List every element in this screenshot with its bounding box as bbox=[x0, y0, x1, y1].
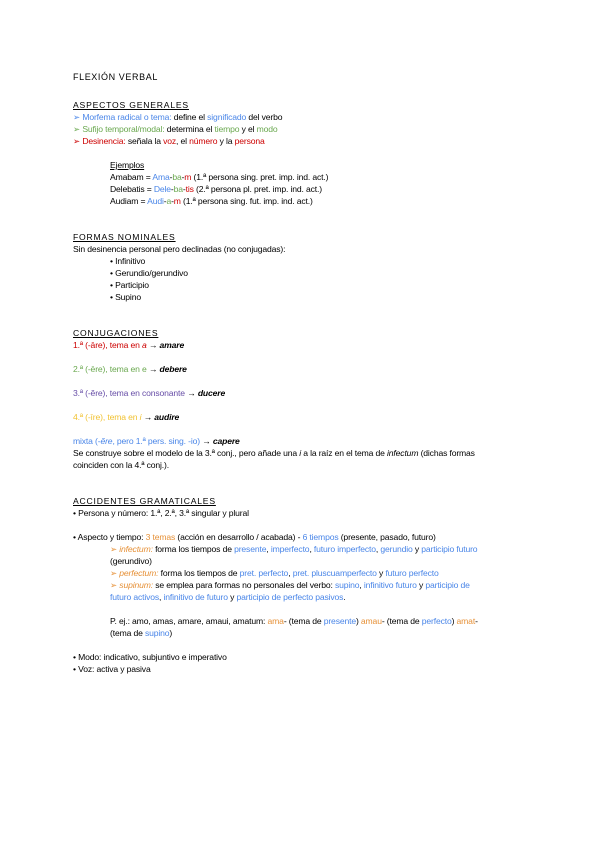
label: 4.ª (-īre), tema en bbox=[73, 412, 140, 422]
text: - bbox=[182, 184, 186, 194]
text: y bbox=[416, 580, 426, 590]
example: ducere bbox=[197, 388, 226, 398]
part: Dele bbox=[153, 184, 171, 194]
label: 1.ª (-āre), tema en bbox=[73, 340, 142, 350]
accidente-modo: • Modo: indicativo, subjuntivo e imperativo bbox=[73, 652, 227, 662]
text: forma los tiempos de bbox=[158, 568, 240, 578]
text: - bbox=[475, 616, 478, 626]
part: Ama bbox=[152, 172, 170, 182]
text: Se construye sobre el modelo de la 3.ª conj., pero añade una bbox=[73, 448, 300, 458]
arrow-bullet-icon: ➢ bbox=[73, 112, 81, 122]
ejemplo-amo-cont bbox=[110, 628, 172, 639]
text: y bbox=[376, 568, 386, 578]
text: , bbox=[309, 544, 314, 554]
text: determina el bbox=[164, 124, 215, 134]
text: ) bbox=[169, 628, 173, 638]
term: presente bbox=[323, 616, 356, 626]
term: presente bbox=[234, 544, 267, 554]
term: imperfecto bbox=[270, 544, 310, 554]
ejemplo-audiam bbox=[110, 196, 313, 207]
text: (1.ª persona sing. pret. imp. ind. act.) bbox=[191, 172, 329, 182]
tema-perfectum bbox=[110, 568, 439, 579]
term: Sufijo temporal/modal: bbox=[82, 124, 165, 134]
tema-infectum bbox=[110, 544, 477, 555]
accidente-persona: • Persona y número: 1.ª, 2.ª, 3.ª singular y plural bbox=[73, 508, 249, 518]
text: (acción en desarrollo / acabada) - bbox=[175, 532, 303, 542]
section-heading-aspectos: ASPECTOS GENERALES bbox=[73, 100, 189, 110]
aspecto-line-morfema bbox=[73, 112, 282, 123]
arrow-icon: → bbox=[146, 364, 160, 374]
example: amare bbox=[159, 340, 185, 350]
conjugacion-4 bbox=[73, 412, 179, 423]
term: tiempo bbox=[214, 124, 240, 134]
tema-supinum bbox=[110, 580, 470, 591]
list-item: • Participio bbox=[110, 280, 149, 290]
part: Audi bbox=[147, 196, 164, 206]
page-title: FLEXIÓN VERBAL bbox=[73, 72, 158, 82]
term: amau bbox=[360, 616, 382, 626]
text: P. ej.: amo, amas, amare, amaui, amatum: bbox=[110, 616, 268, 626]
term: significado bbox=[207, 112, 247, 122]
text: y bbox=[412, 544, 422, 554]
conjugacion-mixta bbox=[73, 436, 240, 447]
term: supinum: bbox=[119, 580, 153, 590]
label: ĕre bbox=[100, 436, 113, 446]
tema: a bbox=[141, 340, 147, 350]
text: (dichas formas bbox=[418, 448, 475, 458]
term: infinitivo de futuro bbox=[163, 592, 228, 602]
tema-infectum-cont: (gerundivo) bbox=[110, 556, 152, 566]
text: , bbox=[375, 544, 381, 554]
term: infectum: bbox=[119, 544, 153, 554]
text: ) bbox=[451, 616, 457, 626]
arrow-bullet-icon: ➢ bbox=[73, 136, 81, 146]
text: - bbox=[171, 196, 174, 206]
text: (1.ª persona sing. fut. imp. ind. act.) bbox=[180, 196, 313, 206]
label: , pero 1.ª pers. sing. -io) bbox=[112, 436, 200, 446]
text: Delebatis = bbox=[110, 184, 154, 194]
term: persona bbox=[234, 136, 265, 146]
section-heading-formas: FORMAS NOMINALES bbox=[73, 232, 176, 242]
term: ama bbox=[267, 616, 284, 626]
text: infectum bbox=[387, 448, 419, 458]
text: - bbox=[169, 172, 173, 182]
text: forma los tiempos de bbox=[152, 544, 235, 554]
term: voz bbox=[163, 136, 177, 146]
text: i bbox=[299, 448, 301, 458]
text: ) bbox=[355, 616, 361, 626]
formas-intro: Sin desinencia personal pero declinadas (no conjugadas): bbox=[73, 244, 286, 254]
text: del verbo bbox=[246, 112, 283, 122]
text: , bbox=[359, 580, 364, 590]
arrow-icon: → bbox=[146, 340, 160, 350]
ejemplo-amo bbox=[110, 616, 478, 627]
arrow-bullet-icon: ➢ bbox=[73, 124, 81, 134]
term: perfecto bbox=[421, 616, 452, 626]
term: futuro perfecto bbox=[385, 568, 439, 578]
example: capere bbox=[212, 436, 240, 446]
tema: i bbox=[139, 412, 142, 422]
list-item: • Supino bbox=[110, 292, 141, 302]
text: - (tema de bbox=[283, 616, 324, 626]
text: , el bbox=[176, 136, 190, 146]
term: pret. pluscuamperfecto bbox=[292, 568, 377, 578]
term: 6 tiempos bbox=[302, 532, 339, 542]
part: a bbox=[166, 196, 172, 206]
term: supino bbox=[334, 580, 360, 590]
text: , bbox=[266, 544, 271, 554]
text: - bbox=[181, 172, 185, 182]
term: pret. perfecto bbox=[239, 568, 289, 578]
label: mixta (- bbox=[73, 436, 101, 446]
term: amat bbox=[456, 616, 476, 626]
text: y el bbox=[239, 124, 257, 134]
text: y la bbox=[217, 136, 235, 146]
text: Audiam = bbox=[110, 196, 148, 206]
conjugacion-3 bbox=[73, 388, 225, 399]
accidente-voz: • Voz: activa y pasiva bbox=[73, 664, 151, 674]
aspecto-line-sufijo bbox=[73, 124, 278, 135]
text: señala la bbox=[125, 136, 164, 146]
conjugacion-1 bbox=[73, 340, 184, 351]
list-item: • Gerundio/gerundivo bbox=[110, 268, 188, 278]
ejemplos-heading: Ejemplos bbox=[110, 160, 145, 170]
arrow-bullet-icon: ➢ bbox=[110, 544, 120, 554]
conjugacion-2 bbox=[73, 364, 187, 375]
part: ba bbox=[173, 184, 183, 194]
mixta-note-line2: coinciden con la 4.ª conj.). bbox=[73, 460, 169, 470]
term: infinitivo futuro bbox=[363, 580, 417, 590]
text: se emplea para formas no personales del verbo: bbox=[152, 580, 335, 590]
example: audire bbox=[154, 412, 180, 422]
text: (presente, pasado, futuro) bbox=[338, 532, 436, 542]
arrow-bullet-icon: ➢ bbox=[110, 580, 120, 590]
arrow-icon: → bbox=[184, 388, 198, 398]
aspecto-line-desinencia bbox=[73, 136, 265, 147]
term: perfectum: bbox=[119, 568, 159, 578]
ejemplo-delebatis bbox=[110, 184, 322, 195]
term: gerundio bbox=[380, 544, 413, 554]
text: Amabam = bbox=[110, 172, 153, 182]
text: a la raíz en el tema de bbox=[300, 448, 388, 458]
accidente-aspecto bbox=[73, 532, 436, 543]
text: define el bbox=[171, 112, 208, 122]
term: modo bbox=[256, 124, 278, 134]
term: participio de perfecto pasivos bbox=[236, 592, 344, 602]
label: 3.ª (-ĕre), tema en consonante bbox=[73, 388, 185, 398]
mixta-note-line1 bbox=[73, 448, 475, 459]
term: Desinencia: bbox=[82, 136, 126, 146]
text: , bbox=[159, 592, 164, 602]
part: m bbox=[173, 196, 181, 206]
text: (tema de bbox=[110, 628, 145, 638]
term: participio futuro bbox=[421, 544, 478, 554]
text: y bbox=[227, 592, 237, 602]
term: futuro imperfecto bbox=[313, 544, 376, 554]
term: futuro activos bbox=[110, 592, 160, 602]
example: debere bbox=[159, 364, 187, 374]
text: , bbox=[288, 568, 293, 578]
term: 3 temas bbox=[145, 532, 176, 542]
section-heading-accidentes: ACCIDENTES GRAMATICALES bbox=[73, 496, 216, 506]
term: Morfema radical o tema: bbox=[82, 112, 172, 122]
text: - (tema de bbox=[381, 616, 422, 626]
term: participio de bbox=[425, 580, 470, 590]
text: - bbox=[170, 184, 174, 194]
arrow-icon: → bbox=[141, 412, 155, 422]
section-heading-conjugaciones: CONJUGACIONES bbox=[73, 328, 159, 338]
text: • Aspecto y tiempo: bbox=[73, 532, 146, 542]
text: . bbox=[343, 592, 346, 602]
term: supino bbox=[144, 628, 170, 638]
label: 2.ª (-ēre), tema en e bbox=[73, 364, 147, 374]
arrow-icon: → bbox=[199, 436, 213, 446]
term: número bbox=[189, 136, 218, 146]
list-item: • Infinitivo bbox=[110, 256, 146, 266]
text: - bbox=[163, 196, 167, 206]
part: m bbox=[184, 172, 192, 182]
tema-supinum-cont bbox=[110, 592, 346, 603]
ejemplo-amabam bbox=[110, 172, 328, 183]
text: (2.ª persona pl. pret. imp. ind. act.) bbox=[193, 184, 322, 194]
part: ba bbox=[172, 172, 182, 182]
part: tis bbox=[185, 184, 194, 194]
arrow-bullet-icon: ➢ bbox=[110, 568, 120, 578]
